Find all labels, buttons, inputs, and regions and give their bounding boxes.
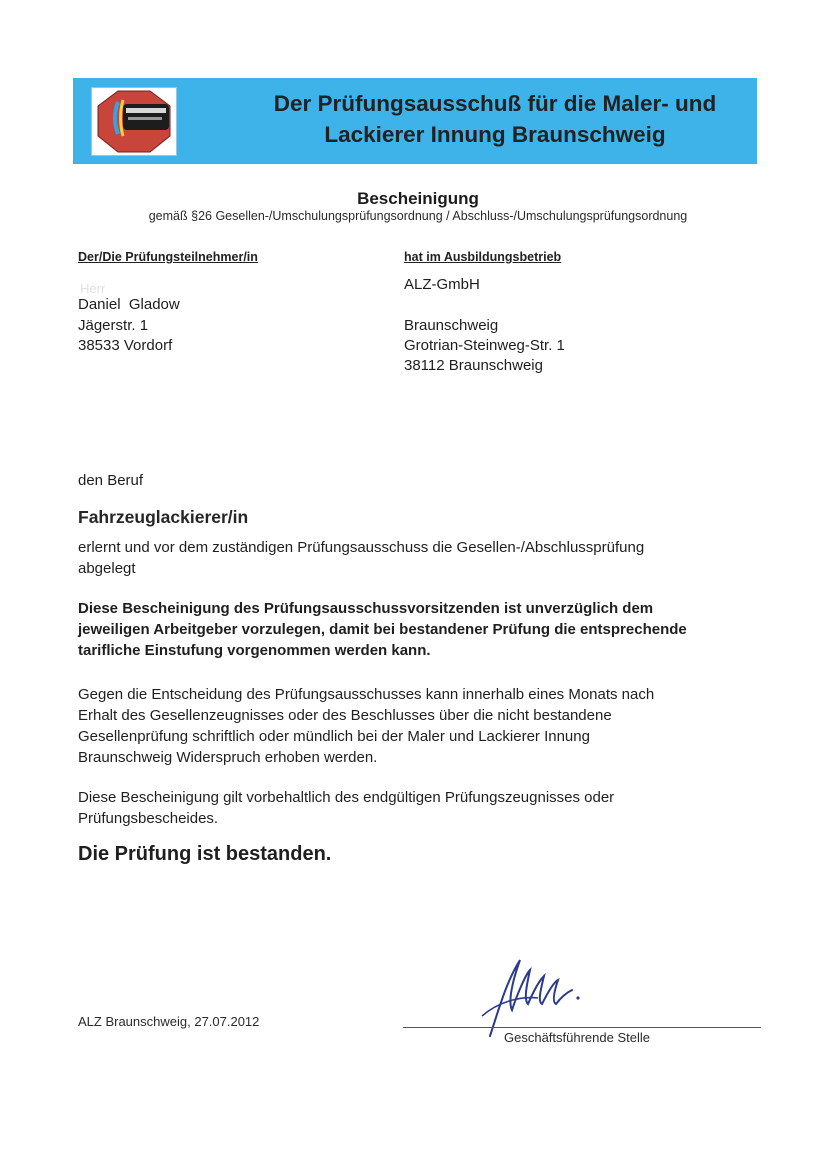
participant-heading: Der/Die Prüfungsteilnehmer/in	[78, 250, 258, 264]
appeal-paragraph	[78, 684, 778, 768]
notice-paragraph	[78, 598, 798, 661]
reserve-paragraph	[78, 787, 778, 829]
appeal-line-4: Braunschweig Widerspruch erhoben werden.	[78, 749, 378, 766]
profession-name: Fahrzeuglackierer/in	[78, 507, 249, 527]
appeal-line-3: Gesellenprüfung schriftlich oder mündlich bei der Maler und Lackierer Innung	[78, 728, 590, 745]
company-heading: hat im Ausbildungsbetrieb	[404, 250, 562, 264]
notice-line-2: jeweiligen Arbeitgeber vorzulegen, damit bei bestandener Prüfung die entsprechende	[78, 621, 687, 638]
participant-salutation: Herr	[80, 281, 106, 296]
company-location: Braunschweig	[404, 317, 499, 334]
header-title-line-2: Lackierer Innung Braunschweig	[324, 122, 666, 147]
profession-label: den Beruf	[78, 472, 144, 489]
exam-paragraph	[78, 537, 778, 579]
participant-street: Jägerstr. 1	[78, 317, 149, 334]
notice-line-1: Diese Bescheinigung des Prüfungsausschussvorsitzenden ist unverzüglich dem	[78, 600, 654, 617]
document-subtitle: gemäß §26 Gesellen-/Umschulungsprüfungsordnung / Abschluss-/Umschulungsprüfungsordnung	[148, 209, 688, 223]
place-date: ALZ Braunschweig, 27.07.2012	[78, 1014, 260, 1029]
participant-city: 38533 Vordorf	[78, 337, 173, 354]
company-city: 38112 Braunschweig	[404, 357, 543, 374]
appeal-line-1: Gegen die Entscheidung des Prüfungsausschusses kann innerhalb eines Monats nach	[78, 686, 655, 703]
participant-name: Daniel Gladow	[78, 296, 180, 313]
exam-result: Die Prüfung ist bestanden.	[78, 843, 332, 865]
company-name: ALZ-GmbH	[404, 276, 480, 293]
appeal-line-2: Erhalt des Gesellenzeugnisses oder des Beschlusses über die nicht bestandene	[78, 707, 612, 724]
reserve-line-1: Diese Bescheinigung gilt vorbehaltlich des endgültigen Prüfungszeugnisses oder	[78, 789, 615, 806]
exam-line-2: abgelegt	[78, 560, 136, 577]
company-street: Grotrian-Steinweg-Str. 1	[404, 337, 565, 354]
signature-line	[403, 1027, 761, 1028]
signature-label: Geschäftsführende Stelle	[504, 1030, 650, 1045]
guild-logo-icon	[91, 87, 177, 156]
reserve-line-2: Prüfungsbescheides.	[78, 810, 219, 827]
header-title-line-1: Der Prüfungsausschuß für die Maler- und	[273, 91, 717, 116]
notice-line-3: tarifliche Einstufung vorgenommen werden kann.	[78, 642, 431, 659]
document-title: Bescheinigung	[357, 189, 479, 208]
header-title	[190, 88, 800, 150]
exam-line-1: erlernt und vor dem zuständigen Prüfungsausschuss die Gesellen-/Abschlussprüfung	[78, 539, 645, 556]
